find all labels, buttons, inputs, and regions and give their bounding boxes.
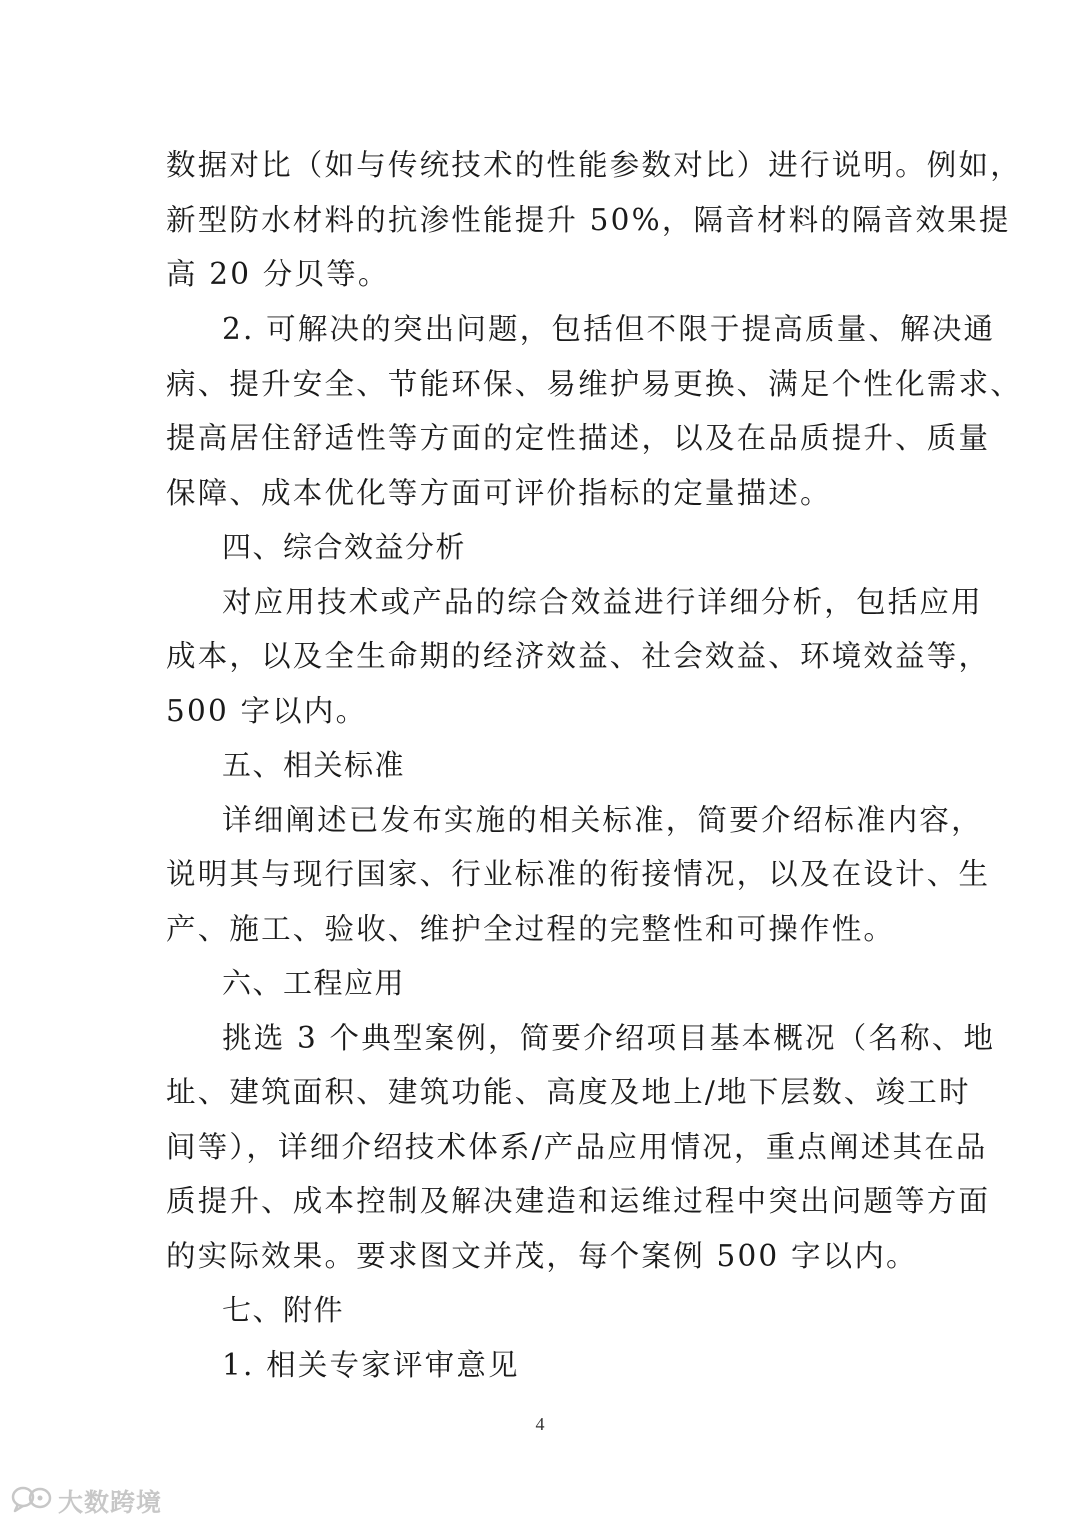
body-text-line: 保障、成本优化等方面可评价指标的定量描述。 (166, 476, 832, 510)
body-text-line: 2. 可解决的突出问题，包括但不限于提高质量、解决通 (222, 312, 996, 346)
body-text-line: 质提升、成本控制及解决建造和运维过程中突出问题等方面 (166, 1184, 991, 1218)
section-heading: 五、相关标准 (222, 748, 406, 782)
body-text-line: 1. 相关专家评审意见 (222, 1348, 520, 1382)
body-text-line: 址、建筑面积、建筑功能、高度及地上/地下层数、竣工时 (166, 1075, 971, 1109)
chat-bubble-logo-icon (10, 1484, 54, 1518)
body-text-line: 成本，以及全生命期的经济效益、社会效益、环境效益等， (166, 639, 991, 673)
section-heading: 六、工程应用 (222, 966, 406, 1000)
body-text-line: 间等），详细介绍技术体系/产品应用情况，重点阐述其在品 (166, 1130, 988, 1164)
section-heading: 七、附件 (222, 1293, 345, 1327)
watermark-text: 大数跨境 (58, 1488, 163, 1517)
body-text-line: 高 20 分贝等。 (166, 257, 390, 291)
body-text-line: 的实际效果。要求图文并茂，每个案例 500 字以内。 (166, 1239, 918, 1273)
body-text-line: 详细阐述已发布实施的相关标准，简要介绍标准内容， (222, 803, 983, 837)
body-text-line: 数据对比（如与传统技术的性能参数对比）进行说明。例如， (166, 148, 1022, 182)
watermark (10, 1484, 162, 1518)
body-text-line: 挑选 3 个典型案例，简要介绍项目基本概况（名称、地 (222, 1021, 996, 1055)
body-text-line: 说明其与现行国家、行业标准的衔接情况，以及在设计、生 (166, 857, 991, 891)
body-text-line: 提高居住舒适性等方面的定性描述，以及在品质提升、质量 (166, 421, 991, 455)
page-number: 4 (535, 1414, 545, 1434)
body-text-line: 产、施工、验收、维护全过程的完整性和可操作性。 (166, 912, 896, 946)
body-text-line: 病、提升安全、节能环保、易维护易更换、满足个性化需求、 (166, 367, 1022, 401)
section-heading: 四、综合效益分析 (222, 530, 467, 564)
body-text-line: 对应用技术或产品的综合效益进行详细分析，包括应用 (222, 585, 983, 619)
body-text-line: 500 字以内。 (166, 694, 368, 728)
body-text-line: 新型防水材料的抗渗性能提升 50%，隔音材料的隔音效果提 (166, 203, 1011, 237)
